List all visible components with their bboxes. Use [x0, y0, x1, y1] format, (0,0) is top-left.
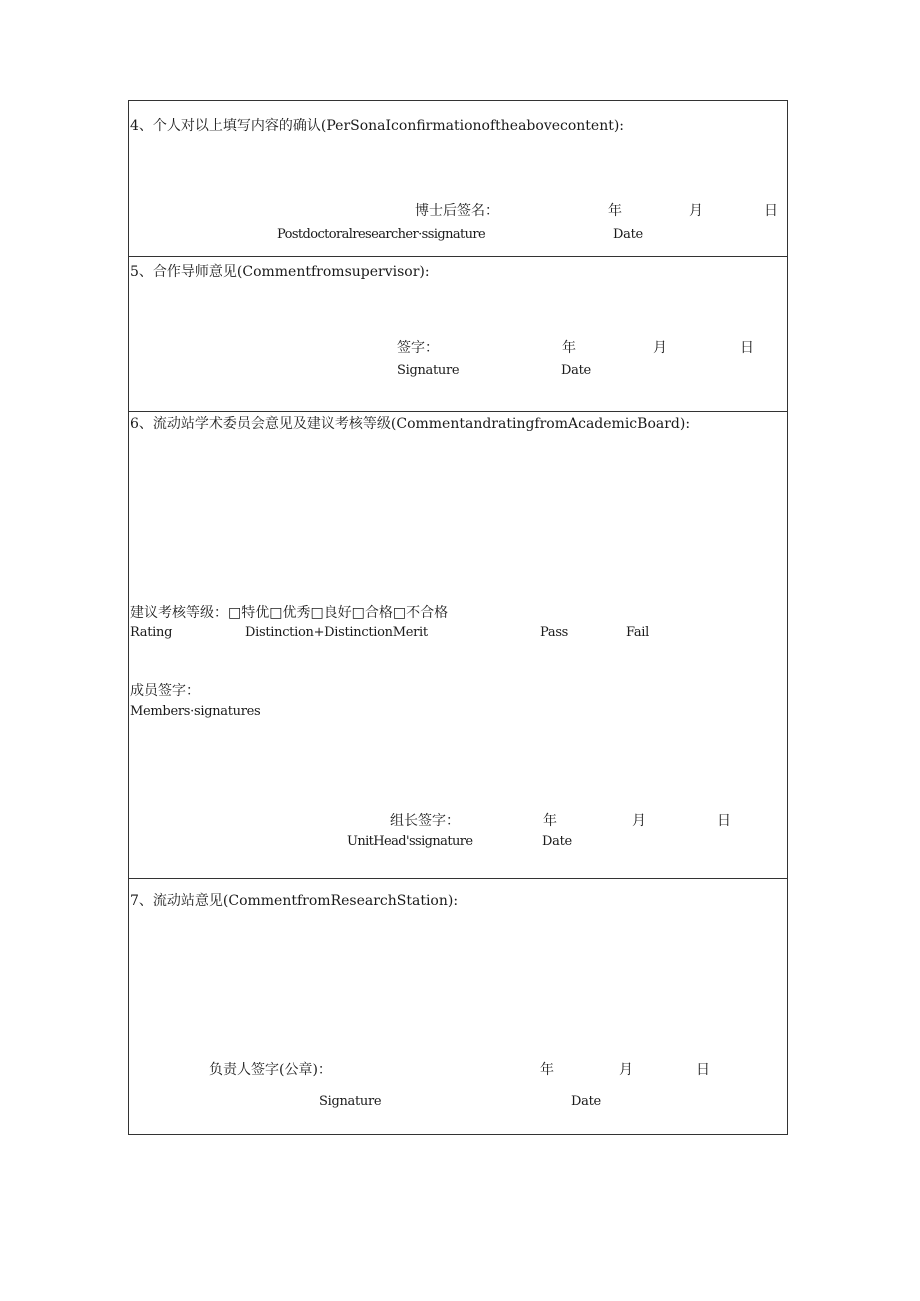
- rating-fail-en: Fail: [626, 625, 650, 640]
- section-personal-confirmation: [129, 101, 787, 257]
- year-label: 年: [543, 813, 557, 829]
- date-label-en: Date: [571, 1094, 601, 1109]
- day-label: 日: [764, 203, 778, 219]
- section-research-station: [129, 879, 787, 1134]
- section-7-heading: 7、流动站意见(CommentfromResearchStation):: [130, 893, 459, 909]
- rating-label-en: Rating: [130, 625, 173, 640]
- date-label-en: Date: [561, 363, 591, 378]
- members-signature-label-en: Members·signatures: [130, 704, 261, 719]
- rating-pass-en: Pass: [540, 625, 569, 640]
- postdoc-signature-label: 博士后签名：: [415, 203, 499, 219]
- supervisor-signature-label-en: Signature: [397, 363, 460, 378]
- evaluation-form: [128, 100, 788, 1135]
- station-head-signature-label: 负责人签字(公章)：: [209, 1062, 332, 1078]
- year-label: 年: [608, 203, 622, 219]
- section-4-heading: 4、个人对以上填写内容的确认(PerSonaIconfirmationoftheabovecontent):: [130, 118, 625, 134]
- day-label: 日: [740, 340, 754, 356]
- section-academic-board: [129, 412, 787, 879]
- rating-distinction-en: Distinction+DistinctionMerit: [245, 625, 428, 640]
- members-signature-label: 成员签字：: [130, 683, 200, 699]
- month-label: 月: [689, 203, 703, 219]
- postdoc-signature-label-en: Postdoctoralresearcher·ssignature: [277, 227, 486, 242]
- supervisor-signature-label: 签字：: [397, 340, 439, 356]
- section-6-heading: 6、流动站学术委员会意见及建议考核等级(CommentandratingfromAcademicBoard):: [130, 416, 691, 432]
- unit-head-signature-label-en: UnitHead'ssignature: [347, 834, 473, 849]
- section-5-heading: 5、合作导师意见(Commentfromsupervisor):: [130, 264, 430, 280]
- station-head-signature-label-en: Signature: [319, 1094, 382, 1109]
- unit-head-signature-label: 组长签字：: [390, 813, 460, 829]
- year-label: 年: [562, 340, 576, 356]
- month-label: 月: [653, 340, 667, 356]
- month-label: 月: [632, 813, 646, 829]
- date-label-en: Date: [613, 227, 643, 242]
- section-supervisor-comment: [129, 257, 787, 412]
- year-label: 年: [540, 1062, 554, 1078]
- date-label-en: Date: [542, 834, 572, 849]
- month-label: 月: [619, 1062, 633, 1078]
- day-label: 日: [717, 813, 731, 829]
- day-label: 日: [696, 1062, 710, 1078]
- rating-options: 建议考核等级：□特优□优秀□良好□合格□不合格: [130, 605, 449, 621]
